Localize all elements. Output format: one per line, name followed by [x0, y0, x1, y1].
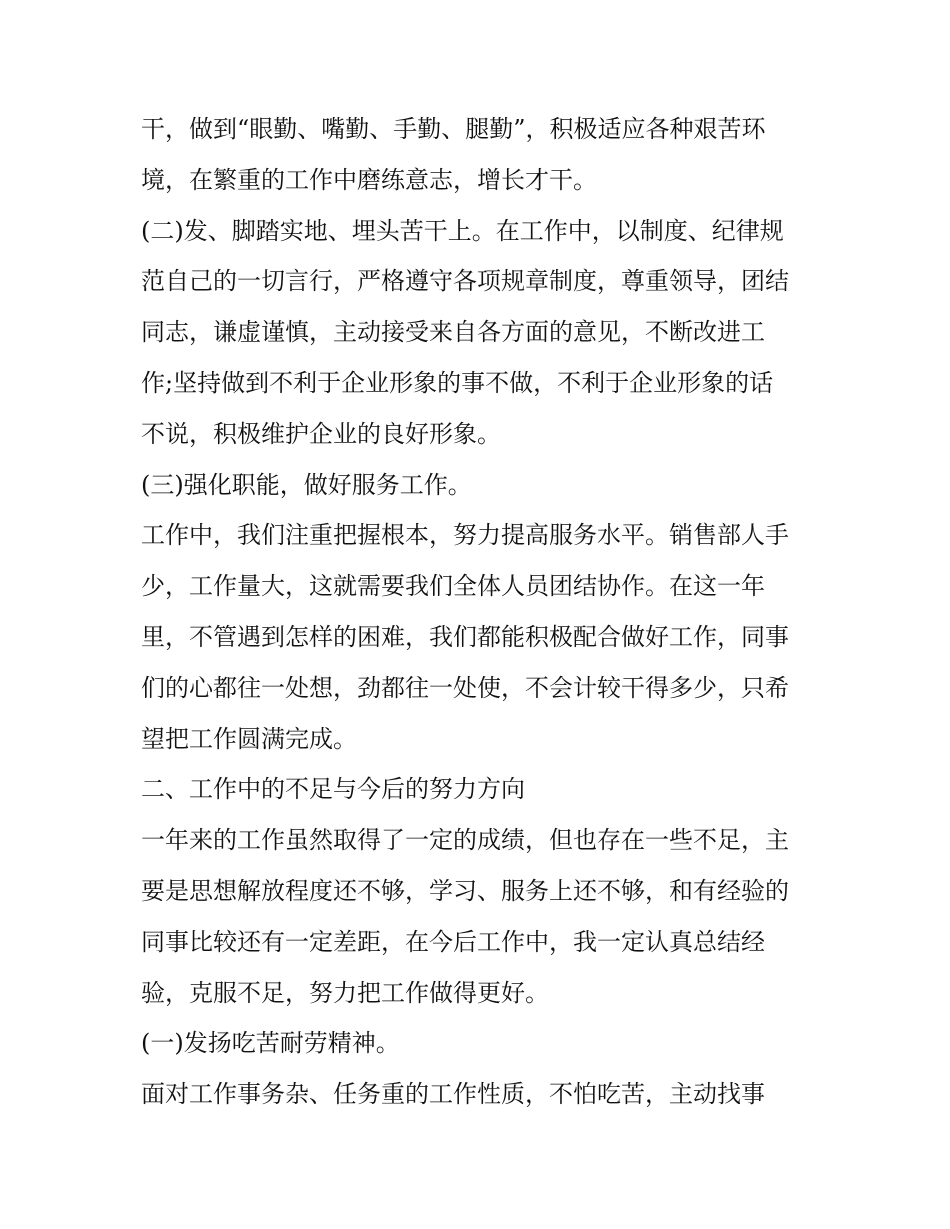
section-heading-line: 二、工作中的不足与今后的努力方向	[141, 775, 525, 804]
body-line: 一年来的工作虽然取得了一定的成绩，但也存在一些不足，主	[141, 826, 789, 855]
body-line: 们的心都往一处想，劲都往一处使，不会计较干得多少，只希	[141, 673, 789, 702]
body-line: 同事比较还有一定差距，在今后工作中，我一定认真总结经	[141, 927, 765, 956]
body-line: 望把工作圆满完成。	[141, 724, 357, 753]
body-line: 要是思想解放程度还不够，学习、服务上还不够，和有经验的	[141, 876, 789, 905]
body-line: 范自己的一切言行，严格遵守各项规章制度，尊重领导，团结	[141, 267, 789, 296]
body-line: 干，做到“眼勤、嘴勤、手勤、腿勤”，积极适应各种艰苦环	[141, 115, 766, 143]
body-line: 作;坚持做到不利于企业形象的事不做，不利于企业形象的话	[141, 368, 774, 397]
body-line: 面对工作事务杂、任务重的工作性质，不怕吃苦，主动找事	[141, 1080, 765, 1109]
body-line: 少，工作量大，这就需要我们全体人员团结协作。在这一年	[141, 572, 765, 601]
body-line: 同志，谦虚谨慎，主动接受来自各方面的意见，不断改进工	[141, 318, 765, 347]
body-line: 里，不管遇到怎样的困难，我们都能积极配合做好工作，同事	[141, 622, 789, 651]
section-heading-line: (二)发、脚踏实地、埋头苦干上。在工作中，以制度、纪律规	[141, 216, 784, 245]
body-line: 验，克服不足，努力把工作做得更好。	[141, 978, 549, 1007]
body-line: 工作中，我们注重把握根本，努力提高服务水平。销售部人手	[141, 521, 789, 550]
body-line: 不说，积极维护企业的良好形象。	[141, 419, 501, 448]
section-heading-line: (一)发扬吃苦耐劳精神。	[141, 1029, 400, 1058]
section-heading-line: (三)强化职能，做好服务工作。	[141, 470, 472, 499]
body-line: 境，在繁重的工作中磨练意志，增长才干。	[141, 165, 597, 194]
document-body	[141, 104, 821, 1120]
